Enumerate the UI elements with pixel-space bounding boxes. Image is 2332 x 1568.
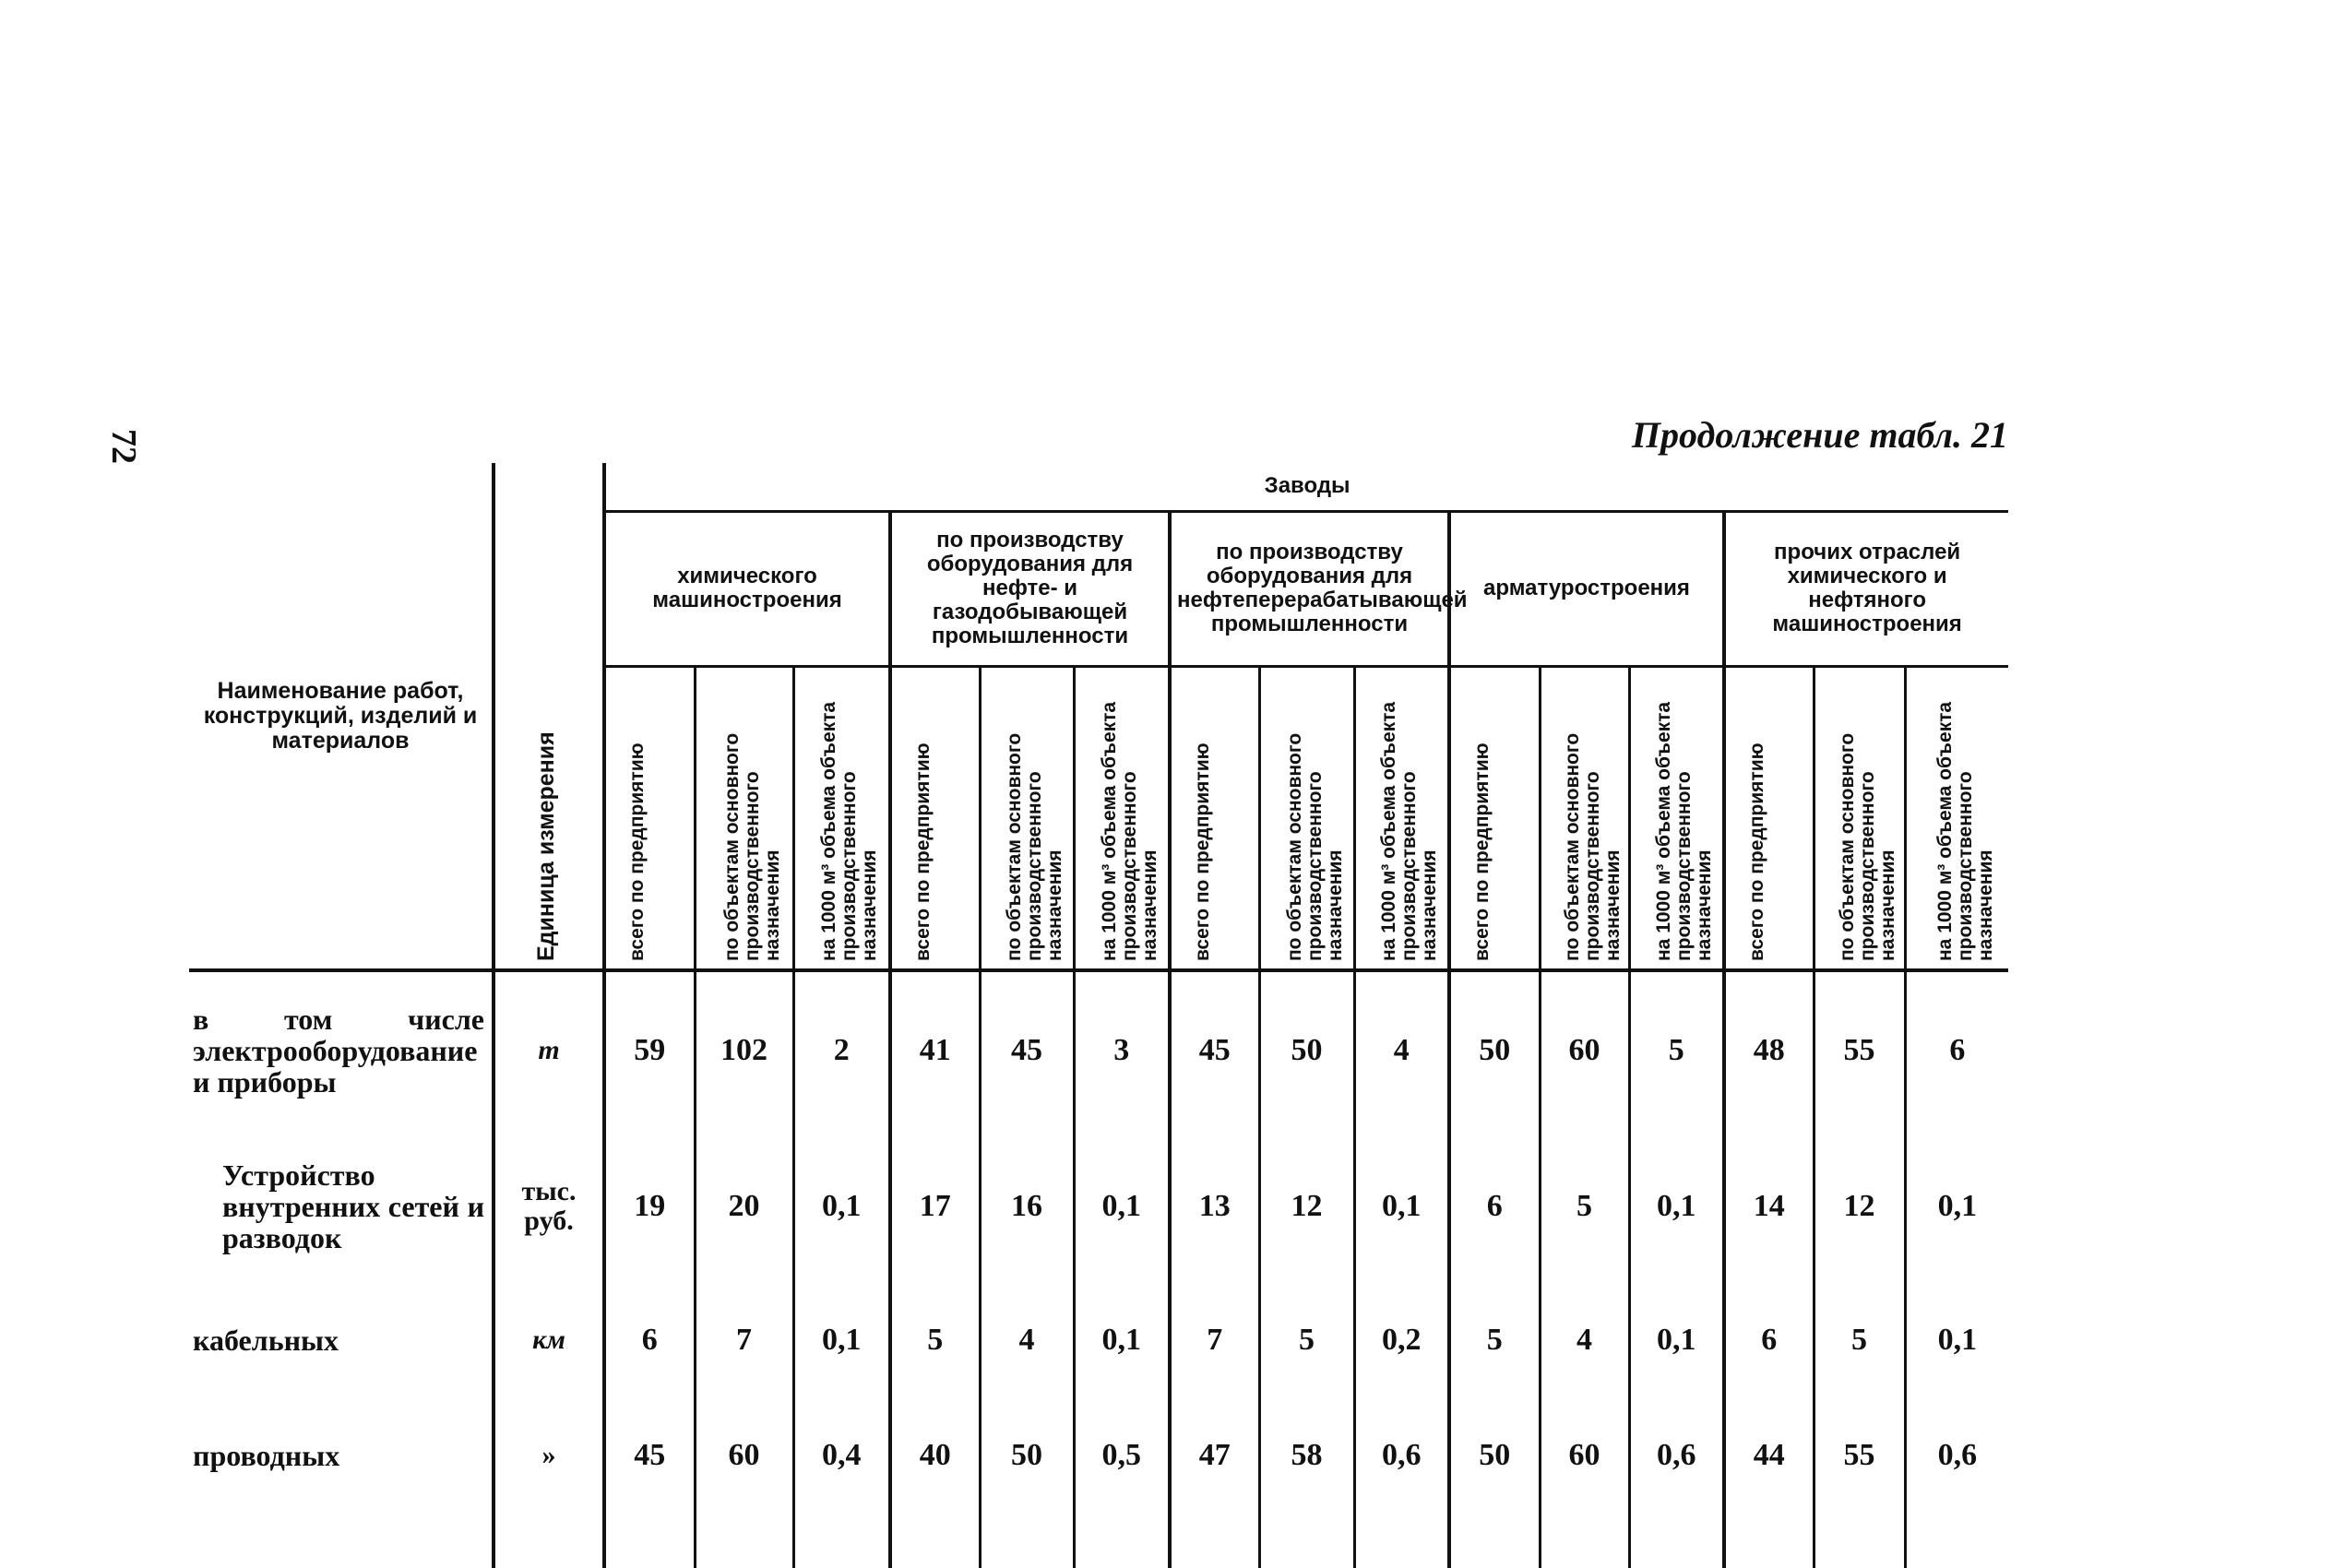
table-cell: 5	[890, 1284, 980, 1396]
table-cell	[695, 1515, 793, 1568]
subheader-label: всего по предприятию	[626, 742, 648, 961]
table-cell	[1259, 1515, 1354, 1568]
table-cell: 6	[1724, 1284, 1814, 1396]
group-label: химического машиностроения	[652, 564, 842, 612]
row-unit: тыс. руб.	[494, 1129, 604, 1284]
table-cell: 5	[1814, 1284, 1905, 1396]
header-group-oil-refining	[1170, 511, 1468, 666]
subheader-label: на 1000 м³ объема объекта производственного назначения	[1098, 701, 1160, 961]
table-cell: 59	[604, 970, 695, 1129]
table-cell: 60	[1540, 970, 1629, 1129]
subheader-main-objects	[1259, 666, 1354, 970]
row-unit: км	[494, 1284, 604, 1396]
table-cell: 5	[1259, 1284, 1354, 1396]
subheader-per-1000	[1354, 666, 1449, 970]
table-cell: 44	[1724, 1396, 1814, 1515]
header-group-other	[1724, 511, 2008, 666]
table-cell	[604, 1515, 695, 1568]
table-cell: 47	[1170, 1396, 1259, 1515]
table-cell: 0,6	[1905, 1396, 2008, 1515]
subheader-label: всего по предприятию	[1745, 742, 1767, 961]
table-cell: 50	[1449, 1396, 1540, 1515]
subheader-main-objects	[980, 666, 1074, 970]
subheader-total	[1724, 666, 1814, 970]
subheader-label: на 1000 м³ объема объекта производственного назначения	[1653, 701, 1716, 961]
table-continuation-row	[189, 1515, 2008, 1568]
group-label: по производству оборудования для нефтеперерабатывающей промышленности	[1177, 540, 1468, 636]
table-cell: 0,2	[1354, 1284, 1449, 1396]
table-cell: 0,6	[1629, 1396, 1724, 1515]
table-cell: 58	[1259, 1396, 1354, 1515]
table-cell	[1074, 1515, 1170, 1568]
table-cell: 6	[604, 1284, 695, 1396]
table-cell: 3	[1074, 970, 1170, 1129]
subheader-per-1000	[793, 666, 890, 970]
table-cell: 7	[695, 1284, 793, 1396]
table-cell	[494, 1515, 604, 1568]
table-cell: 55	[1814, 970, 1905, 1129]
table-cell	[1540, 1515, 1629, 1568]
table-cell: 0,1	[793, 1284, 890, 1396]
table-cell: 0,1	[1905, 1129, 2008, 1284]
table-cell: 0,1	[1629, 1284, 1724, 1396]
table-cell: 50	[980, 1396, 1074, 1515]
table-cell: 2	[793, 970, 890, 1129]
table-cell: 4	[980, 1284, 1074, 1396]
table-cell: 4	[1540, 1284, 1629, 1396]
table-cell: 0,1	[1354, 1129, 1449, 1284]
table-cell: 0,1	[1074, 1129, 1170, 1284]
row-unit: »	[494, 1396, 604, 1515]
table-cell: 14	[1724, 1129, 1814, 1284]
table-cell: 6	[1905, 970, 2008, 1129]
header-name-column	[189, 463, 494, 970]
table-cell: 0,6	[1354, 1396, 1449, 1515]
table-cell: 0,1	[793, 1129, 890, 1284]
table-cell: 20	[695, 1129, 793, 1284]
table-cell	[793, 1515, 890, 1568]
row-name: кабельных	[193, 1324, 339, 1357]
table-cell: 45	[604, 1396, 695, 1515]
table-cell	[1724, 1515, 1814, 1568]
row-name: Устройство внутренних сетей и разводок	[222, 1158, 484, 1254]
subheader-total	[890, 666, 980, 970]
data-table	[189, 463, 2008, 1568]
subheader-total	[1449, 666, 1540, 970]
subheader-label: по объектам основного производственного назначения	[1561, 732, 1624, 961]
row-name: в том числе электрооборудование и приборы	[193, 1003, 484, 1099]
table-cell: 17	[890, 1129, 980, 1284]
subheader-per-1000	[1905, 666, 2008, 970]
table-cell	[980, 1515, 1074, 1568]
subheader-label: всего по предприятию	[911, 742, 934, 961]
subheader-label: на 1000 м³ объема объекта производственного назначения	[1378, 701, 1441, 961]
table-cell: 50	[1449, 970, 1540, 1129]
subheader-per-1000	[1074, 666, 1170, 970]
table-cell: 0,4	[793, 1396, 890, 1515]
table-cell	[1354, 1515, 1449, 1568]
header-group-valves	[1449, 511, 1724, 666]
table-cell: 12	[1259, 1129, 1354, 1284]
table-cell: 0,5	[1074, 1396, 1170, 1515]
table-cell: 40	[890, 1396, 980, 1515]
table-cell: 4	[1354, 970, 1449, 1129]
subheader-label: по объектам основного производственного назначения	[1004, 732, 1065, 961]
table-cell: 0,1	[1629, 1129, 1724, 1284]
subheader-main-objects	[695, 666, 793, 970]
table-cell: 55	[1814, 1396, 1905, 1515]
header-group-oil-gas-extraction	[890, 511, 1170, 666]
data-table-container	[189, 463, 2008, 1568]
table-caption: Продолжение табл. 21	[1631, 414, 2008, 456]
table-cell: 13	[1170, 1129, 1259, 1284]
subheader-main-objects	[1540, 666, 1629, 970]
table-cell	[1905, 1515, 2008, 1568]
subheader-total	[604, 666, 695, 970]
header-unit-label: Единица измерения	[533, 731, 559, 961]
table-cell	[890, 1515, 980, 1568]
table-row	[189, 1129, 2008, 1284]
table-cell: 19	[604, 1129, 695, 1284]
table-cell: 5	[1629, 970, 1724, 1129]
header-name-label: Наименование работ, конструкций, изделий и материалов	[203, 677, 478, 754]
subheader-label: на 1000 м³ объема объекта производственного назначения	[1933, 701, 1996, 961]
table-cell	[1449, 1515, 1540, 1568]
table-cell	[189, 1515, 494, 1568]
table-row	[189, 1284, 2008, 1396]
table-cell: 41	[890, 970, 980, 1129]
table-cell: 102	[695, 970, 793, 1129]
group-label: по производству оборудования для нефте- и газодобывающей промышленности	[926, 528, 1134, 648]
subheader-label: по объектам основного производственного назначения	[1283, 732, 1346, 961]
table-cell: 45	[980, 970, 1074, 1129]
subheader-label: на 1000 м³ объема объекта производственного назначения	[818, 701, 881, 961]
page-number: 72	[104, 429, 143, 464]
table-cell	[1170, 1515, 1259, 1568]
table-cell	[1814, 1515, 1905, 1568]
table-cell: 6	[1449, 1129, 1540, 1284]
table-row	[189, 1396, 2008, 1515]
table-cell: 60	[1540, 1396, 1629, 1515]
table-cell: 5	[1449, 1284, 1540, 1396]
subheader-main-objects	[1814, 666, 1905, 970]
subheader-label: всего по предприятию	[1191, 742, 1213, 961]
header-unit-column	[494, 463, 604, 970]
subheader-label: по объектам основного производственного назначения	[1836, 732, 1898, 961]
header-factories	[604, 463, 2008, 511]
subheader-per-1000	[1629, 666, 1724, 970]
subheader-label: всего по предприятию	[1471, 742, 1493, 961]
table-cell: 48	[1724, 970, 1814, 1129]
table-cell: 0,1	[1074, 1284, 1170, 1396]
group-label: прочих отраслей химического и нефтяного машиностроения	[1772, 540, 1962, 636]
row-unit: т	[494, 970, 604, 1129]
table-cell: 16	[980, 1129, 1074, 1284]
table-row	[189, 970, 2008, 1129]
subheader-total	[1170, 666, 1259, 970]
table-cell: 50	[1259, 970, 1354, 1129]
table-cell: 60	[695, 1396, 793, 1515]
table-cell: 12	[1814, 1129, 1905, 1284]
table-cell: 7	[1170, 1284, 1259, 1396]
group-label: арматуростроения	[1483, 576, 1690, 600]
table-cell: 45	[1170, 970, 1259, 1129]
subheader-label: по объектам основного производственного назначения	[720, 732, 783, 961]
header-factories-label: Заводы	[1264, 473, 1350, 499]
table-cell: 5	[1540, 1129, 1629, 1284]
row-name: проводных	[193, 1439, 340, 1472]
table-cell: 0,1	[1905, 1284, 2008, 1396]
table-cell	[1629, 1515, 1724, 1568]
header-group-chemical	[604, 511, 890, 666]
